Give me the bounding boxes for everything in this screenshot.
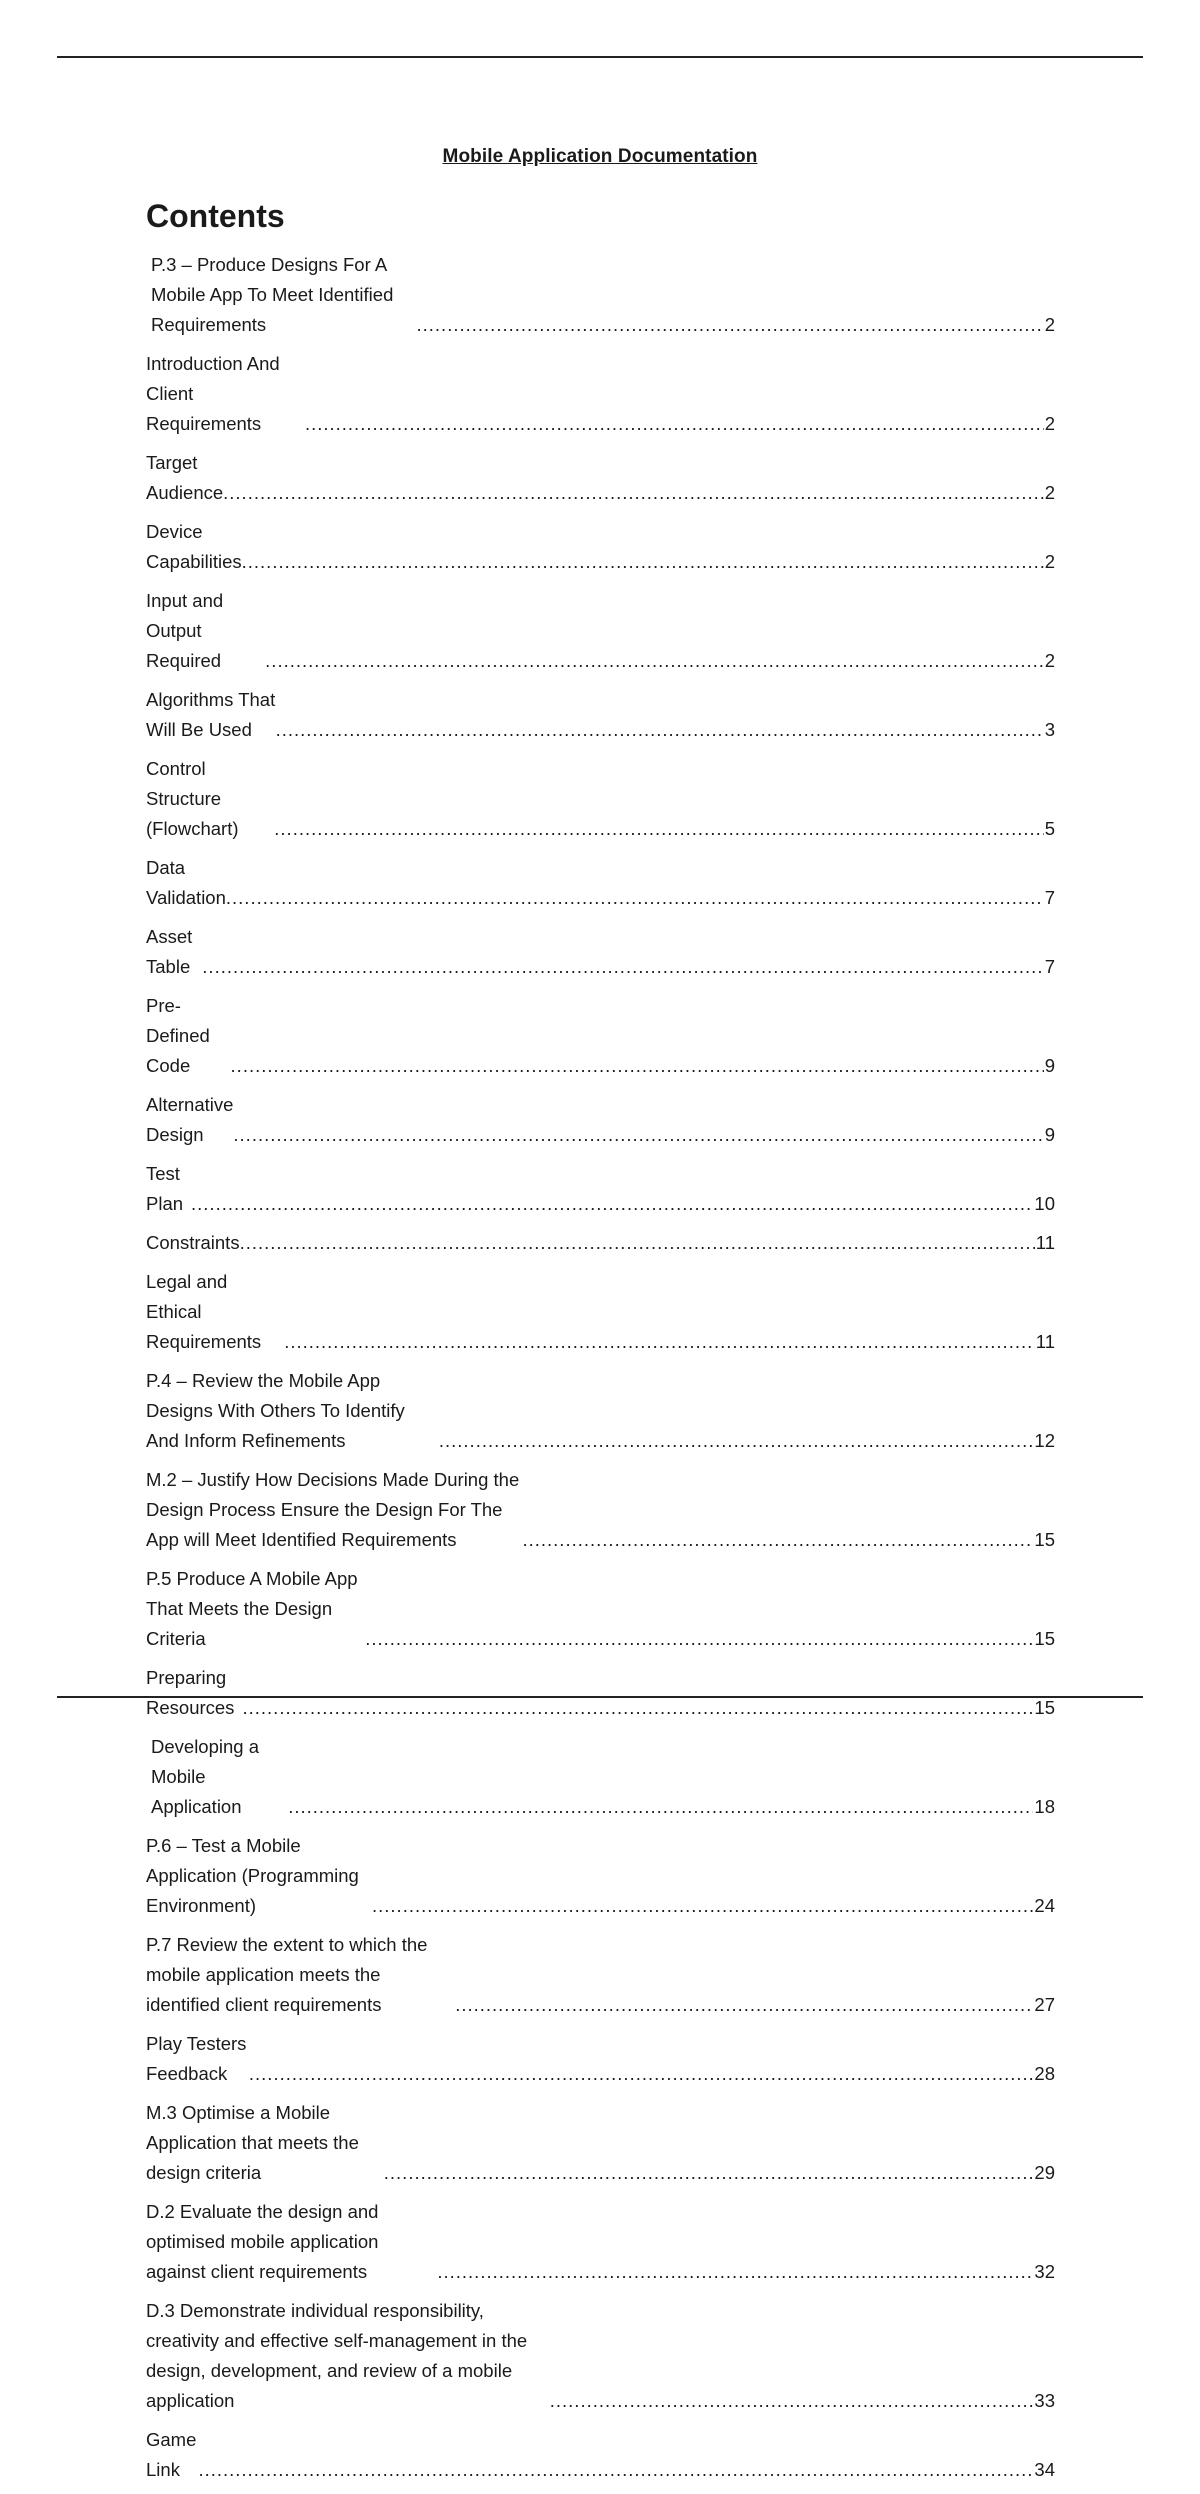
header-rule	[57, 56, 1143, 58]
toc-entry[interactable]	[146, 349, 1055, 448]
toc-entry[interactable]	[146, 1732, 1055, 1831]
toc-entry-label: Alternative Design	[146, 1094, 234, 1145]
toc-entry-label: Test Plan	[146, 1163, 184, 1214]
toc-entry-label: Device Capabilities	[146, 521, 242, 572]
toc-entry[interactable]	[146, 586, 1055, 685]
toc-page-number: 5	[1044, 818, 1055, 839]
document-title: Mobile Application Documentation	[442, 146, 758, 167]
toc-page-number: 9	[1044, 1124, 1055, 1145]
toc-page-number: 15	[1034, 1628, 1055, 1649]
toc-page-number: 33	[1034, 2390, 1055, 2411]
toc-entry[interactable]	[146, 1267, 1055, 1366]
toc-dot-leader	[455, 1990, 1033, 2020]
toc-entry-label: Control Structure (Flowchart)	[146, 758, 239, 839]
toc-entry[interactable]	[146, 922, 1055, 991]
toc-entry-label: Pre-Defined Code	[146, 995, 210, 1076]
toc-entry-label: D.2 Evaluate the design and optimised mobile application against client requirements	[146, 2201, 379, 2282]
toc-entry[interactable]	[146, 2425, 1055, 2494]
toc-page-number: 18	[1034, 1796, 1055, 1817]
contents-heading: Contents	[146, 198, 285, 234]
toc-entry[interactable]	[146, 1228, 1055, 1267]
toc-dot-leader	[274, 814, 1043, 844]
toc-dot-leader	[249, 2059, 1034, 2089]
toc-entry-label: Input and Output Required	[146, 590, 224, 671]
toc-dot-leader	[305, 409, 1044, 439]
toc-page-number: 11	[1035, 1232, 1055, 1253]
toc-dot-leader	[265, 646, 1044, 676]
toc-page-number: 10	[1034, 1193, 1055, 1214]
toc-entry-label: Introduction And Client Requirements	[146, 353, 280, 434]
toc-entry-label: P.5 Produce A Mobile App That Meets the Design Criteria	[146, 1568, 358, 1649]
table-of-contents	[146, 250, 1055, 2494]
toc-entry[interactable]	[146, 1564, 1055, 1663]
toc-entry-label: P.4 – Review the Mobile App Designs With Others To Identify And Inform Refinements	[146, 1370, 405, 1451]
toc-entry-label: Algorithms That Will Be Used	[146, 689, 276, 740]
toc-page-number: 15	[1034, 1697, 1055, 1718]
toc-dot-leader	[439, 1426, 1034, 1456]
toc-dot-leader	[365, 1624, 1033, 1654]
toc-entry[interactable]	[146, 1831, 1055, 1930]
toc-dot-leader	[226, 883, 1044, 913]
toc-entry[interactable]	[146, 448, 1055, 517]
toc-entry-label: P.6 – Test a Mobile Application (Programming Environment)	[146, 1835, 359, 1916]
toc-page-number: 15	[1034, 1529, 1055, 1550]
toc-entry[interactable]	[146, 1366, 1055, 1465]
toc-dot-leader	[231, 1051, 1044, 1081]
toc-dot-leader	[276, 715, 1044, 745]
toc-dot-leader	[522, 1525, 1033, 1555]
toc-entry-label: P.3 – Produce Designs For A Mobile App To Meet Identified Requirements	[151, 254, 394, 335]
toc-page-number: 28	[1034, 2063, 1055, 2084]
toc-entry[interactable]	[146, 1465, 1055, 1564]
toc-dot-leader	[198, 2455, 1033, 2485]
toc-entry-label: Game Link	[146, 2429, 197, 2480]
toc-page-number: 29	[1034, 2162, 1055, 2183]
toc-entry-label: Developing a Mobile Application	[151, 1736, 259, 1817]
toc-entry-label: Legal and Ethical Requirements	[146, 1271, 262, 1352]
toc-dot-leader	[284, 1327, 1035, 1357]
toc-page-number: 24	[1034, 1895, 1055, 1916]
toc-entry-label: Asset Table	[146, 926, 193, 977]
toc-dot-leader	[240, 1228, 1035, 1258]
toc-entry-label: D.3 Demonstrate individual responsibility, creativity and effective self-management in the design, development, and review of a mobile application	[146, 2300, 528, 2411]
toc-dot-leader	[233, 1120, 1043, 1150]
toc-entry-label: Target Audience	[146, 452, 224, 503]
toc-dot-leader	[417, 310, 1044, 340]
toc-entry-label: Preparing Resources	[146, 1667, 235, 1718]
toc-dot-leader	[202, 952, 1043, 982]
toc-entry-label: M.3 Optimise a Mobile Application that meets the design criteria	[146, 2102, 359, 2183]
toc-entry-label: M.2 – Justify How Decisions Made During the Design Process Ensure the Design For The App will Meet Identified Requirements	[146, 1469, 520, 1550]
toc-page-number: 2	[1044, 650, 1055, 671]
toc-dot-leader	[550, 2386, 1034, 2416]
toc-entry[interactable]	[146, 991, 1055, 1090]
toc-entry[interactable]	[146, 2098, 1055, 2197]
toc-entry-label: Data Validation	[146, 857, 226, 908]
toc-entry[interactable]	[146, 853, 1055, 922]
toc-dot-leader	[384, 2158, 1034, 2188]
toc-dot-leader	[372, 1891, 1033, 1921]
toc-dot-leader	[437, 2257, 1033, 2287]
toc-entry[interactable]	[146, 250, 1055, 349]
toc-entry[interactable]	[146, 1930, 1055, 2029]
toc-entry[interactable]	[146, 685, 1055, 754]
toc-page-number: 7	[1044, 887, 1055, 908]
toc-entry-label: Constraints	[146, 1232, 240, 1253]
toc-page-number: 27	[1034, 1994, 1055, 2015]
toc-dot-leader	[223, 478, 1044, 508]
toc-page-number: 2	[1044, 413, 1055, 434]
toc-page-number: 34	[1034, 2459, 1055, 2480]
toc-entry-label: P.7 Review the extent to which the mobile application meets the identified client requirements	[146, 1934, 428, 2015]
toc-entry[interactable]	[146, 754, 1055, 853]
toc-page-number: 32	[1034, 2261, 1055, 2282]
toc-dot-leader	[288, 1792, 1033, 1822]
toc-entry-label: Play Testers Feedback	[146, 2033, 247, 2084]
toc-entry[interactable]	[146, 1159, 1055, 1228]
toc-entry[interactable]	[146, 1090, 1055, 1159]
toc-entry[interactable]	[146, 517, 1055, 586]
toc-page-number: 2	[1044, 551, 1055, 572]
toc-page-number: 12	[1034, 1430, 1055, 1451]
toc-entry[interactable]	[146, 2296, 1055, 2425]
toc-dot-leader	[191, 1189, 1033, 1219]
toc-entry[interactable]	[146, 2029, 1055, 2098]
toc-page-number: 11	[1035, 1331, 1055, 1352]
toc-page-number: 2	[1044, 314, 1055, 335]
toc-page-number: 7	[1044, 956, 1055, 977]
footer-rule	[57, 1696, 1143, 1698]
toc-page-number: 3	[1044, 719, 1055, 740]
toc-dot-leader	[242, 547, 1044, 577]
toc-page-number: 9	[1044, 1055, 1055, 1076]
toc-page-number: 2	[1044, 482, 1055, 503]
toc-entry[interactable]	[146, 2197, 1055, 2296]
